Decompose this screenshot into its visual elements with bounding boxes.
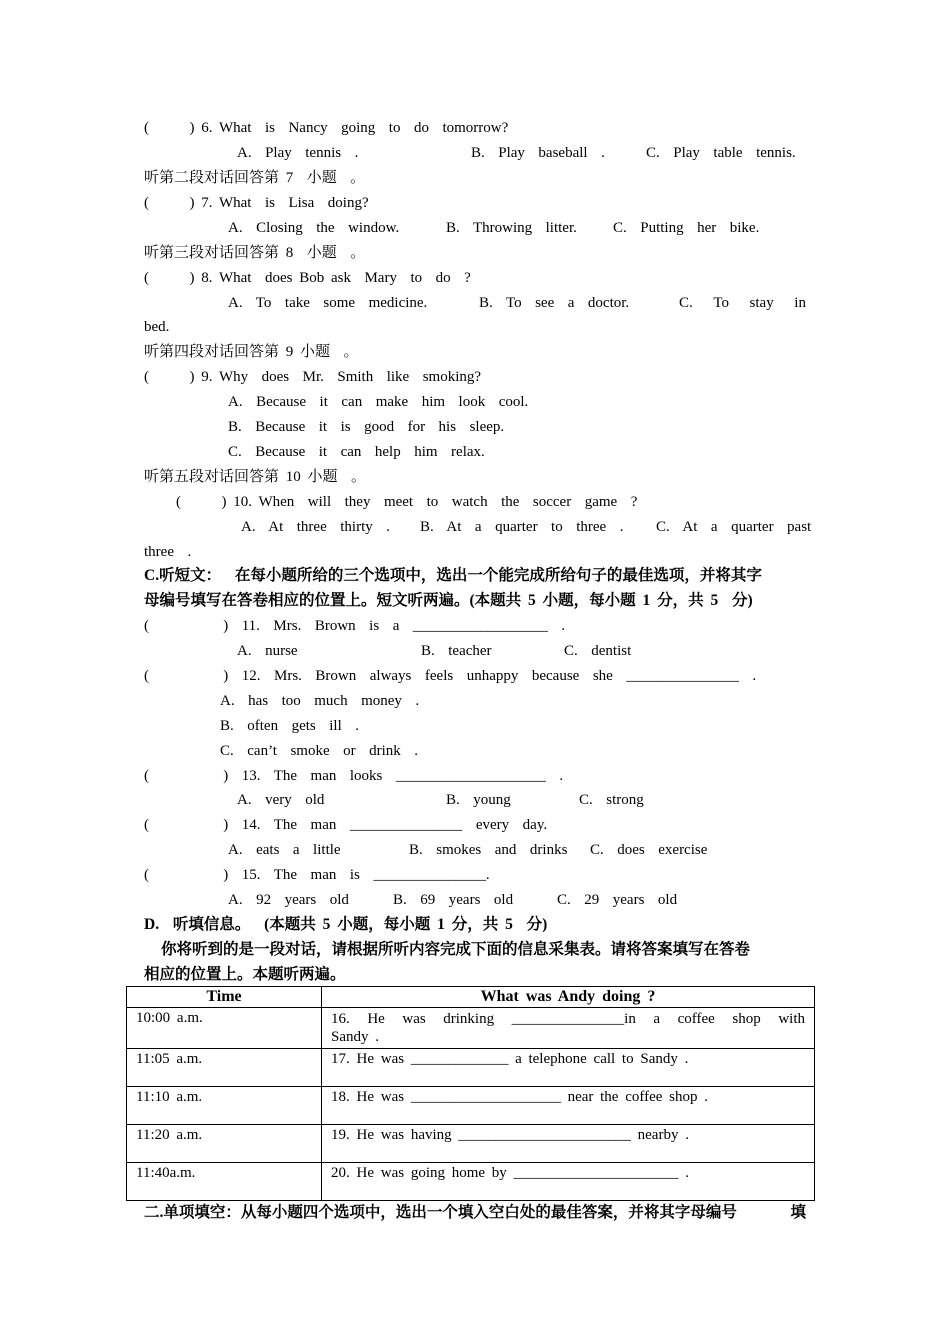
part-d-instruction-line2: 相应的位置上。本题听两遍。 [144, 966, 346, 983]
q10-option-a: A. At three thirty . [241, 519, 390, 535]
table-row [127, 1087, 815, 1125]
row-activity [322, 1008, 815, 1049]
q8-option-c-continued: bed. [144, 319, 170, 335]
row-activity-continued: Sandy . [331, 1029, 379, 1045]
table-row [127, 1008, 815, 1049]
table-header-time: Time [127, 987, 322, 1008]
row-activity: 19. He was having _______________________ nearby . [322, 1125, 815, 1163]
row-activity: 20. He was going home by ______________________ . [322, 1163, 815, 1201]
q13-option-c: C. strong [579, 792, 644, 808]
q10-option-b: B. At a quarter to three . [420, 519, 624, 535]
part-2-instruction-text: 二.单项填空：从每小题四个选项中，选出一个填入空白处的最佳答案，并将其字母编号 [144, 1204, 737, 1221]
q14-option-b: B. smokes and drinks [409, 842, 568, 858]
q7-option-a: A. Closing the window. [228, 220, 400, 236]
section-3-instruction: 听第三段对话回答第 8 小题 。 [144, 245, 366, 261]
row-activity-line [331, 1010, 805, 1028]
table-row [127, 1125, 815, 1163]
q9-option-b: B. Because it is good for his sleep. [228, 419, 505, 435]
q8-option-a: A. To take some medicine. [228, 295, 428, 311]
word: 16. [331, 1011, 350, 1027]
q15-option-b: B. 69 years old [393, 892, 514, 908]
word: He [367, 1011, 385, 1027]
row-time: 11:05 a.m. [127, 1049, 322, 1087]
part-c-instruction-line1: C.听短文： 在每小题所给的三个选项中，选出一个能完成所给句子的最佳选项，并将其字 [144, 567, 762, 584]
part-d-title: D. 听填信息。 (本题共 5 小题，每小题 1 分，共 5 分) [144, 916, 548, 933]
word: drinking [443, 1011, 495, 1027]
word: with [778, 1011, 805, 1027]
row-time: 10:00 a.m. [127, 1008, 322, 1049]
q12-option-c: C. can’t smoke or drink . [220, 743, 419, 759]
row-time: 11:10 a.m. [127, 1087, 322, 1125]
q8-option-c-letter: C. [679, 295, 693, 311]
q10-stem: ( ) 10. When will they meet to watch the soccer game ? [176, 494, 638, 510]
answer-blank-16: _______________in [511, 1011, 636, 1027]
info-collection-table [126, 986, 815, 1201]
q13-option-a: A. very old [237, 792, 325, 808]
q12-stem: ( ) 12. Mrs. Brown always feels unhappy because she _______________ . [144, 668, 757, 684]
q8-stem: ( ) 8. What does Bob ask Mary to do ? [144, 270, 471, 286]
q6-option-a: A. Play tennis . [237, 145, 359, 161]
row-time: 11:20 a.m. [127, 1125, 322, 1163]
q11-option-c: C. dentist [564, 643, 632, 659]
word: shop [732, 1011, 761, 1027]
q9-stem: ( ) 9. Why does Mr. Smith like smoking? [144, 369, 482, 385]
q15-stem: ( ) 15. The man is _______________. [144, 867, 490, 883]
part-d-instruction-line1: 你将听到的是一段对话，请根据所听内容完成下面的信息采集表。请将答案填写在答卷 [161, 941, 751, 958]
table-row [127, 1163, 815, 1201]
q6-stem: ( ) 6. What is Nancy going to do tomorrow? [144, 120, 509, 136]
q10-option-c-continued: three . [144, 544, 192, 560]
q8-option-c-word: To [713, 295, 729, 311]
q11-option-a: A. nurse [237, 643, 298, 659]
q9-option-a: A. Because it can make him look cool. [228, 394, 529, 410]
q6-option-c: C. Play table tennis. [646, 145, 796, 161]
q12-option-a: A. has too much money . [220, 693, 420, 709]
table-row [127, 1049, 815, 1087]
row-activity: 18. He was ____________________ near the coffee shop . [322, 1087, 815, 1125]
q14-stem: ( ) 14. The man _______________ every day. [144, 817, 548, 833]
part-2-instruction [144, 1204, 806, 1222]
q10-option-c: C. At a quarter past [656, 519, 812, 535]
q12-option-b: B. often gets ill . [220, 718, 359, 734]
q9-option-c: C. Because it can help him relax. [228, 444, 485, 460]
word: was [402, 1011, 426, 1027]
section-4-instruction: 听第四段对话回答第 9 小题 。 [144, 344, 359, 360]
q7-option-c: C. Putting her bike. [613, 220, 760, 236]
q13-option-b: B. young [446, 792, 511, 808]
row-activity: 17. He was _____________ a telephone call to Sandy . [322, 1049, 815, 1087]
q15-option-a: A. 92 years old [228, 892, 349, 908]
section-5-instruction: 听第五段对话回答第 10 小题 。 [144, 469, 367, 485]
part-2-instruction-tail: 填 [790, 1204, 806, 1221]
table-header-what: What was Andy doing ? [322, 987, 815, 1008]
q8-option-c [679, 294, 806, 312]
part-c-instruction-line2: 母编号填写在答卷相应的位置上。短文听两遍。(本题共 5 小题，每小题 1 分，共 5 分) [144, 592, 753, 609]
table-header-row [127, 987, 815, 1008]
q14-option-a: A. eats a little [228, 842, 341, 858]
q7-stem: ( ) 7. What is Lisa doing? [144, 195, 369, 211]
q15-option-c: C. 29 years old [557, 892, 678, 908]
q6-option-b: B. Play baseball . [471, 145, 605, 161]
q14-option-c: C. does exercise [590, 842, 708, 858]
q8-option-c-word: stay [749, 295, 774, 311]
q8-option-b: B. To see a doctor. [479, 295, 630, 311]
word: a [653, 1011, 661, 1027]
q11-stem: ( ) 11. Mrs. Brown is a __________________ . [144, 618, 566, 634]
q11-option-b: B. teacher [421, 643, 492, 659]
q8-option-c-word: in [794, 295, 806, 311]
q13-stem: ( ) 13. The man looks ____________________ . [144, 768, 564, 784]
word: coffee [677, 1011, 715, 1027]
row-time: 11:40a.m. [127, 1163, 322, 1201]
section-2-instruction: 听第二段对话回答第 7 小题 。 [144, 170, 366, 186]
q7-option-b: B. Throwing litter. [446, 220, 577, 236]
